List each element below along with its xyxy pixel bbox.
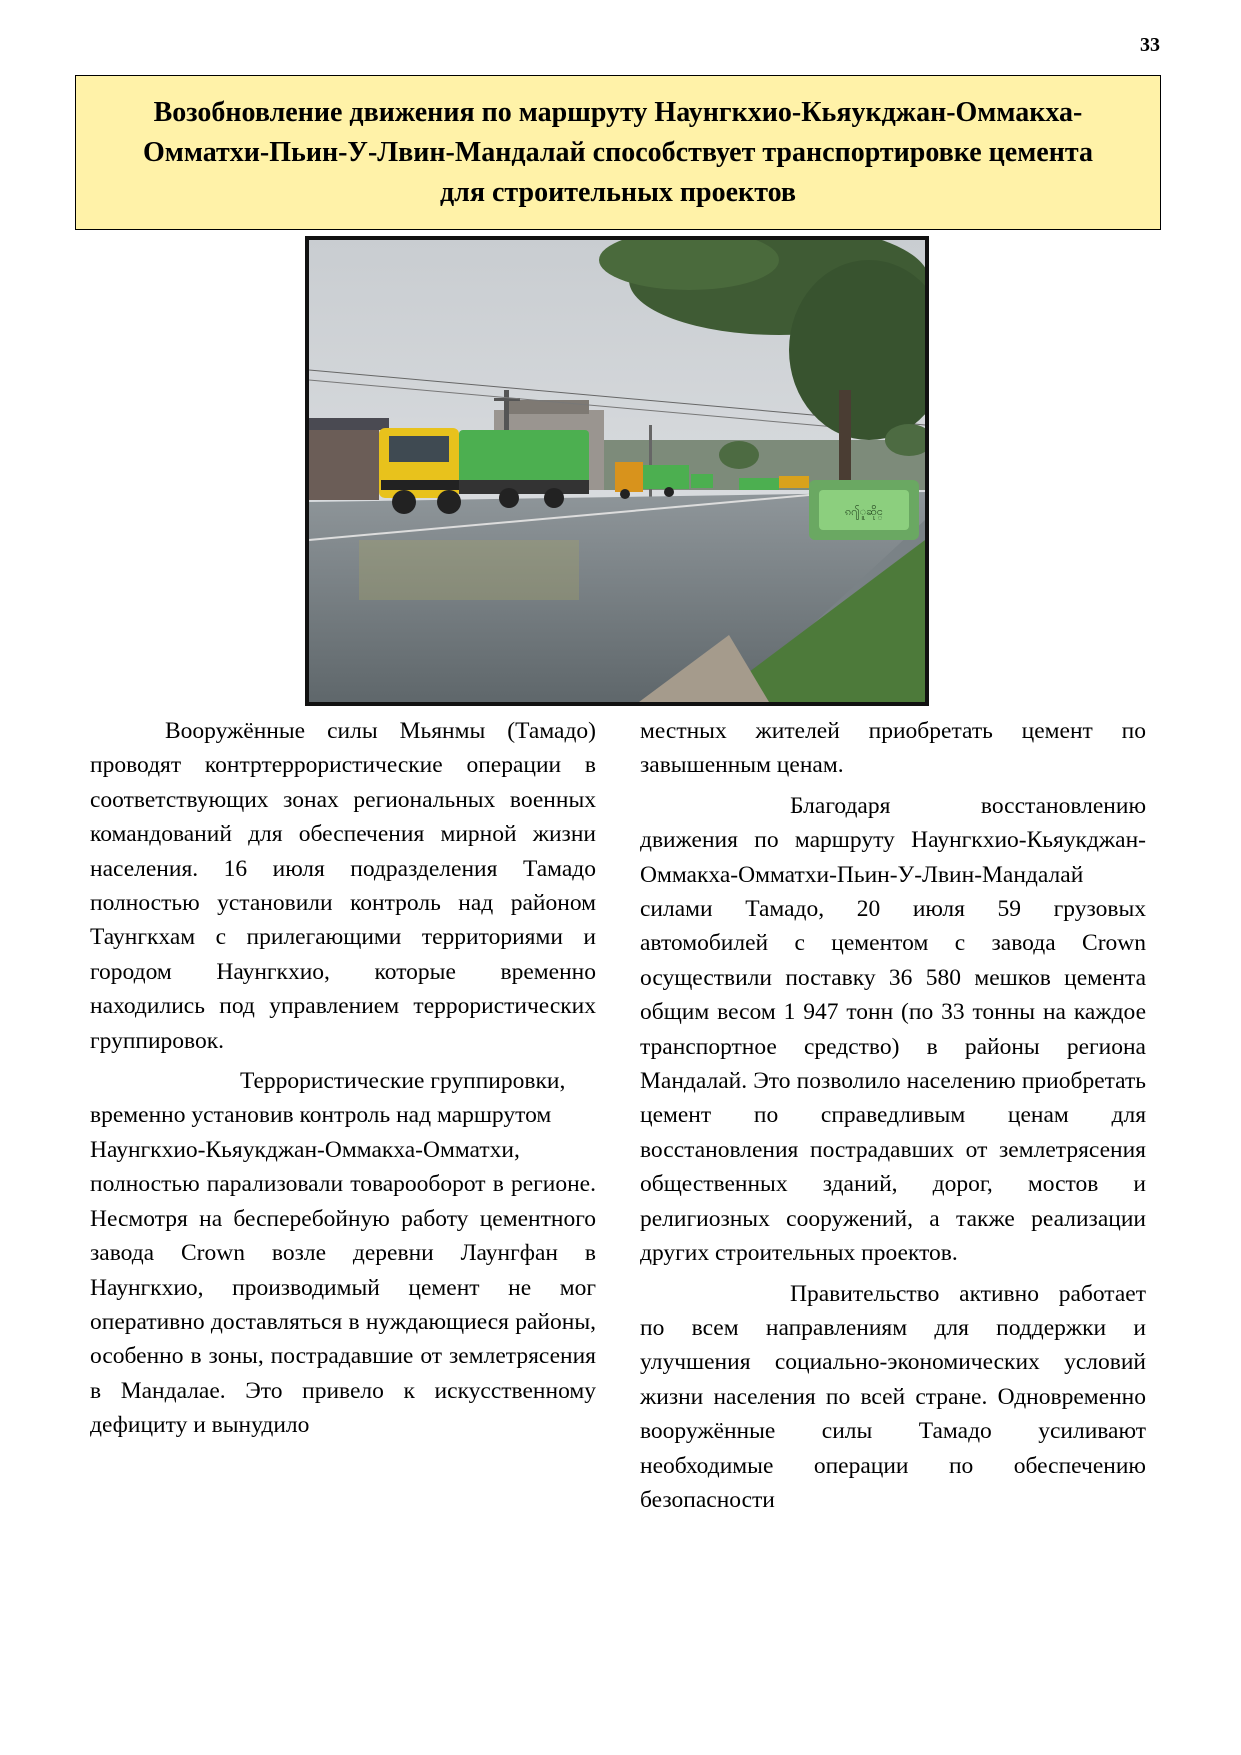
photo-illustration [309,240,925,702]
paragraph: местных жителей приобретать цемент по завышенным ценам. [640,718,1146,779]
article-title-box [75,75,1161,230]
paragraph: Террористические группировки, временно установив контроль над маршрутом Наунгкхио-Кьяукджан-Оммакха-Омматхи, [90,1068,566,1163]
paragraph: Правительство активно работает по всем направлениям для поддержки и улучшения социально-экономических условий жизни населения по всей стране. Одновременно вооружённые силы Тамадо усиливают необходимые операции по обеспечению безопасности [640,1280,1146,1513]
title-line-2: Омматхи-Пьин-У-Лвин-Мандалай способствует транспортировке цемента [143,136,1093,168]
sign-board-icon [809,480,919,540]
title-line-1: Возобновление движения по маршруту Наунгкхио-Кьяукджан-Оммакха- [153,96,1083,128]
title-line-3: для строительных проектов [439,176,796,208]
trucks-on-road-photo [305,236,929,706]
article-title [143,93,1093,213]
left-column [90,714,596,1443]
paragraph: Вооружённые силы Мьянмы (Тамадо) проводят контртеррористические операции в соответствующих зонах региональных военных командований для обеспечения мирной жизни населения. 16 июля подразделения Тамадо полностью установили контроль над районом Таунгкхам с прилегающими территориями и городом Наунгкхио, которые временно находились под управлением террористических группировок. [90,718,596,1054]
page-number: 33 [1140,34,1160,56]
right-column [640,714,1146,1517]
sign-text: ၵ႟ူဆိုင္ [845,505,883,518]
paragraph: полностью парализовали товарооборот в регионе. Несмотря на бесперебойную работу цементного завода Crown возле деревни Лаунгфан в Наунгкхио, производимый цемент не мог оперативно доставляться в нуждающиеся районы, особенно в зоны, пострадавшие от землетрясения в Мандалае. Это привело к искусственному дефициту и вынудило [90,1171,596,1439]
paragraph: Благодаря восстановлению движения по маршруту Наунгкхио-Кьяукджан-Оммакха-Омматхи-Пьин-У-Лвин-Мандалай силами Тамадо, 20 июля 59 грузовых автомобилей с цементом с завода Crown осуществили поставку 36 580 мешков цемента общим весом 1 947 тонн (по 33 тонны на каждое транспортное средство) в районы региона Мандалай. Это позволило населению приобретать цемент по справедливым ценам для восстановления пострадавших от землетрясения общественных зданий, дорог, мостов и религиозных сооружений, а также реализации других строительных проектов. [640,792,1146,1267]
